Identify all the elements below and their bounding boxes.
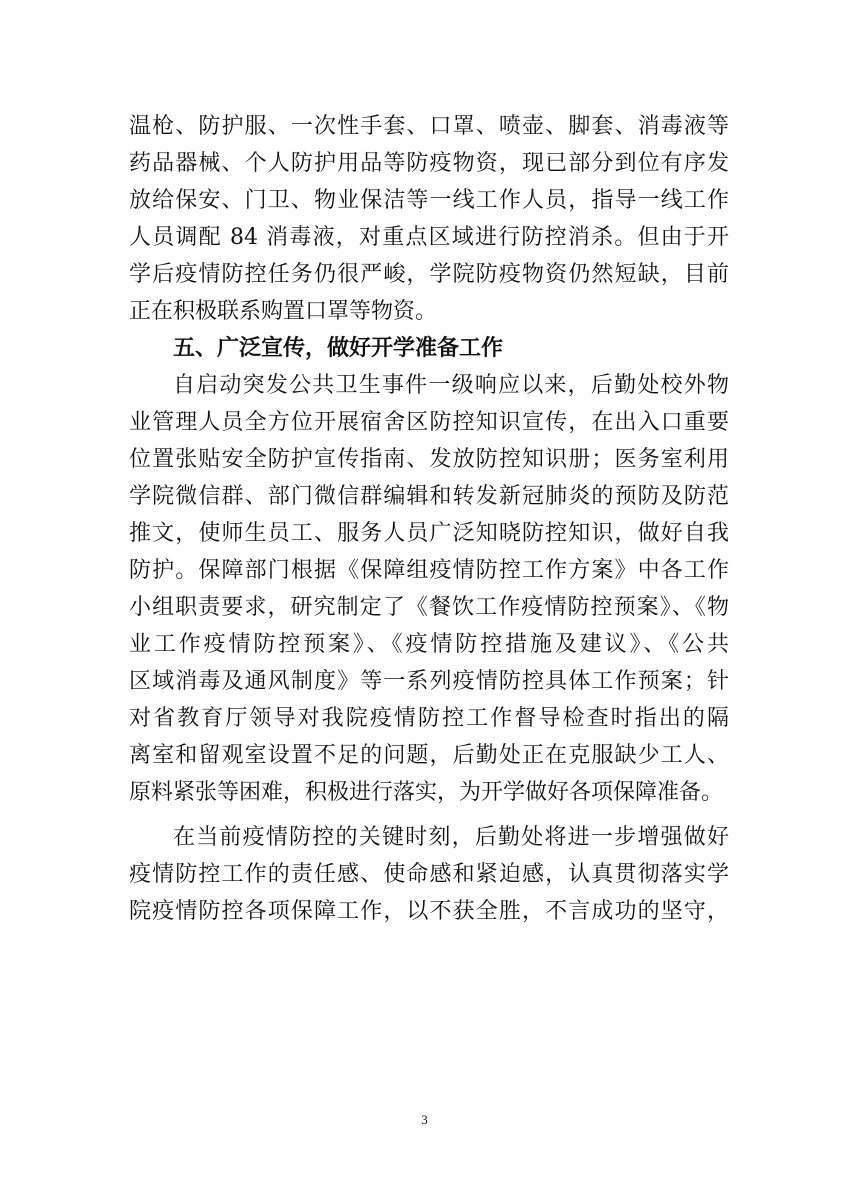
section-heading: 五、广泛宣传，做好开学准备工作 xyxy=(173,336,504,361)
text-line-16: 区域消毒及通风制度》等一系列疫情防控具体工作预案；针 xyxy=(129,669,729,694)
text-line-17: 对省教育厅领导对我院疫情防控工作督导检查时指出的隔 xyxy=(129,706,729,731)
text-line-22: 院疫情防控各项保障工作，以不获全胜，不言成功的坚守， xyxy=(129,899,729,924)
text-line-18: 离室和留观室设置不足的问题，后勤处正在克服缺少工人、 xyxy=(129,743,729,768)
text-line-14: 小组职责要求，研究制定了《餐饮工作疫情防控预案》、《物 xyxy=(129,595,729,620)
text-line-8: 自启动突发公共卫生事件一级响应以来，后勤处校外物 xyxy=(173,373,729,398)
text-line-1: 温枪、防护服、一次性手套、口罩、喷壶、脚套、消毒液等 xyxy=(129,114,729,139)
text-line-10: 位置张贴安全防护宣传指南、发放防控知识册；医务室利用 xyxy=(129,447,729,472)
text-line-5: 学后疫情防控任务仍很严峻，学院防疫物资仍然短缺，目前 xyxy=(129,262,729,287)
text-line-20: 在当前疫情防控的关键时刻，后勤处将进一步增强做好 xyxy=(173,825,729,850)
page-number: 3 xyxy=(421,1112,428,1127)
text-line-19: 原料紧张等困难，积极进行落实，为开学做好各项保障准备。 xyxy=(129,780,724,805)
text-line-15: 业工作疫情防控预案》、《疫情防控措施及建议》、《公共 xyxy=(129,632,729,657)
text-line-4: 人员调配 84 消毒液，对重点区域进行防控消杀。但由于开 xyxy=(129,225,729,250)
text-line-6: 正在积极联系购置口罩等物资。 xyxy=(129,299,438,324)
text-line-9: 业管理人员全方位开展宿舍区防控知识宣传，在出入口重要 xyxy=(129,410,729,435)
text-line-13: 防护。保障部门根据《保障组疫情防控工作方案》中各工作 xyxy=(129,558,729,583)
text-line-3: 放给保安、门卫、物业保洁等一线工作人员，指导一线工作 xyxy=(129,188,729,213)
text-line-11: 学院微信群、部门微信群编辑和转发新冠肺炎的预防及防范 xyxy=(129,484,729,509)
text-line-12: 推文，使师生员工、服务人员广泛知晓防控知识，做好自我 xyxy=(129,521,729,546)
text-line-21: 疫情防控工作的责任感、使命感和紧迫感，认真贯彻落实学 xyxy=(129,862,729,887)
body-text xyxy=(129,108,729,930)
text-line-2: 药品器械、个人防护用品等防疫物资，现已部分到位有序发 xyxy=(129,151,729,176)
